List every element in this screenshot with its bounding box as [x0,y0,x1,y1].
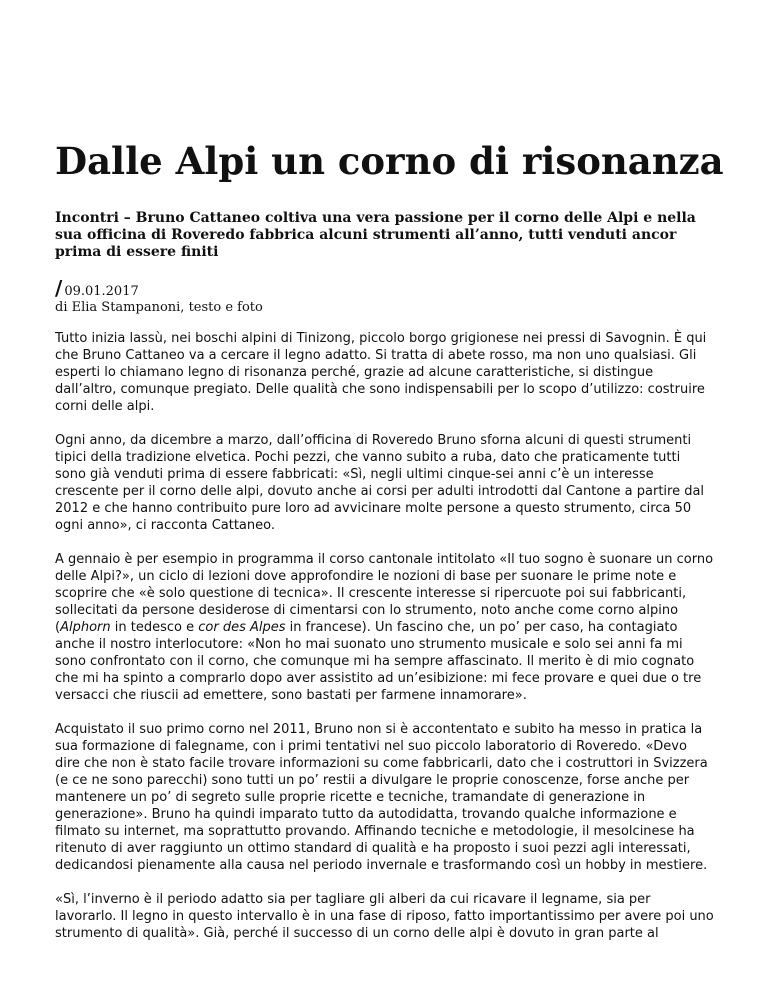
paragraph-3 [55,551,715,704]
term-alphorn: Alphorn [60,620,111,635]
paragraph-3-part-b: in tedesco e [110,620,199,635]
paragraph-4: Acquistato il suo primo corno nel 2011, Bruno non si è accontentato e subito ha messo in pratica la sua formazione di falegname, con i primi tentativi nel suo piccolo laboratorio di Roveredo. «Devo dire che non è stato facile trovare informazioni su come fabbricarli, dato che i costruttori in Svizzera (e ce ne sono parecchi) sono tutti un po’ restii a divulgare le proprie conoscenze, forse anche per mantenere un po’ di segreto sulle proprie ricette e tecniche, tramandate di generazione in generazione». Bruno ha quindi imparato tutto da autodidatta, trovando qualche informazione e filmato su internet, ma soprattutto provando. Affinando tecniche e metodologie, il mesolcinese ha ritenuto di aver raggiunto un ottimo standard di qualità e ha proposto i suoi pezzi agli interessati, dedicandosi pienamente alla causa nel periodo invernale e trasformando così un hobby in mestiere. [55,722,708,873]
slash-separator: / [55,276,63,300]
article-date: 09.01.2017 [64,284,139,299]
article-meta [55,276,715,316]
paragraph-3-part-c: in francese). Un fascino che, un po’ per caso, ha contagiato anche il nostro interlocutore: «Non ho mai suonato uno strumento musicale e solo sei anni fa mi sono confrontato con il corno, che comunque mi ha sempre affascinato. Il merito è di mio cognato che mi ha spinto a comprarlo dopo aver assistito ad un’esibizione: mi fece provare e quei due o tre versacci che riuscii ad emettere, sono bastati per farmene innamorare». [55,620,702,703]
date-line [55,276,715,300]
paragraph-2: Ogni anno, da dicembre a marzo, dall’officina di Roveredo Bruno sforna alcuni di questi strumenti tipici della tradizione elvetica. Pochi pezzi, che vanno subito a ruba, dato che praticamente tutti sono già venduti prima di essere fabbricati: «Sì, negli ultimi cinque-sei anni c’è un interesse crescente per il corno delle alpi, dovuto anche ai corsi per adulti introdotti dal Cantone a partire dal 2012 e che hanno contribuito pure loro ad avvicinare molte persone a questo strumento, circa 50 ogni anno», ci racconta Cattaneo. [55,433,705,533]
paragraph-1: Tutto inizia lassù, nei boschi alpini di Tinizong, piccolo borgo grigionese nei pressi di Savognin. È qui che Bruno Cattaneo va a cercare il legno adatto. Si tratta di abete rosso, ma non uno qualsiasi. Gli esperti lo chiamano legno di risonanza perché, grazie ad alcune caratteristiche, si distingue dall’altro, comunque pregiato. Delle qualità che sono indispensabili per lo scopo d’utilizzo: costruire corni delle alpi. [55,331,707,414]
term-cor-des-alpes: cor des Alpes [198,620,286,635]
article-byline: di Elia Stampanoni, testo e foto [55,300,263,315]
article-body [55,330,715,959]
paragraph-5: «Sì, l’inverno è il periodo adatto sia per tagliare gli alberi da cui ricavare il legname, sia per lavorarlo. Il legno in questo intervallo è in una fase di riposo, fatto importantissimo per avere poi uno strumento di qualità». Già, perché il successo di un corno delle alpi è dovuto in gran parte al [55,892,714,941]
paragraph-3-part-a: A gennaio è per esempio in programma il corso cantonale intitolato «Il tuo sogno è suonare un corno delle Alpi?», un ciclo di lezioni dove approfondire le nozioni di base per suonare le prime note e scoprire che «è solo questione di tecnica». Il crescente interesse si ripercuote poi sui fabbricanti, sollecitati da persone desiderose di cimentarsi con lo strumento, noto anche come corno alpino ( [55,552,714,635]
article-lead: Incontri – Bruno Cattaneo coltiva una vera passione per il corno delle Alpi e nella sua officina di Roveredo fabbrica alcuni strumenti all’anno, tutti venduti ancor prima di essere finiti [55,210,696,260]
article-title: Dalle Alpi un corno di risonanza [55,139,724,183]
